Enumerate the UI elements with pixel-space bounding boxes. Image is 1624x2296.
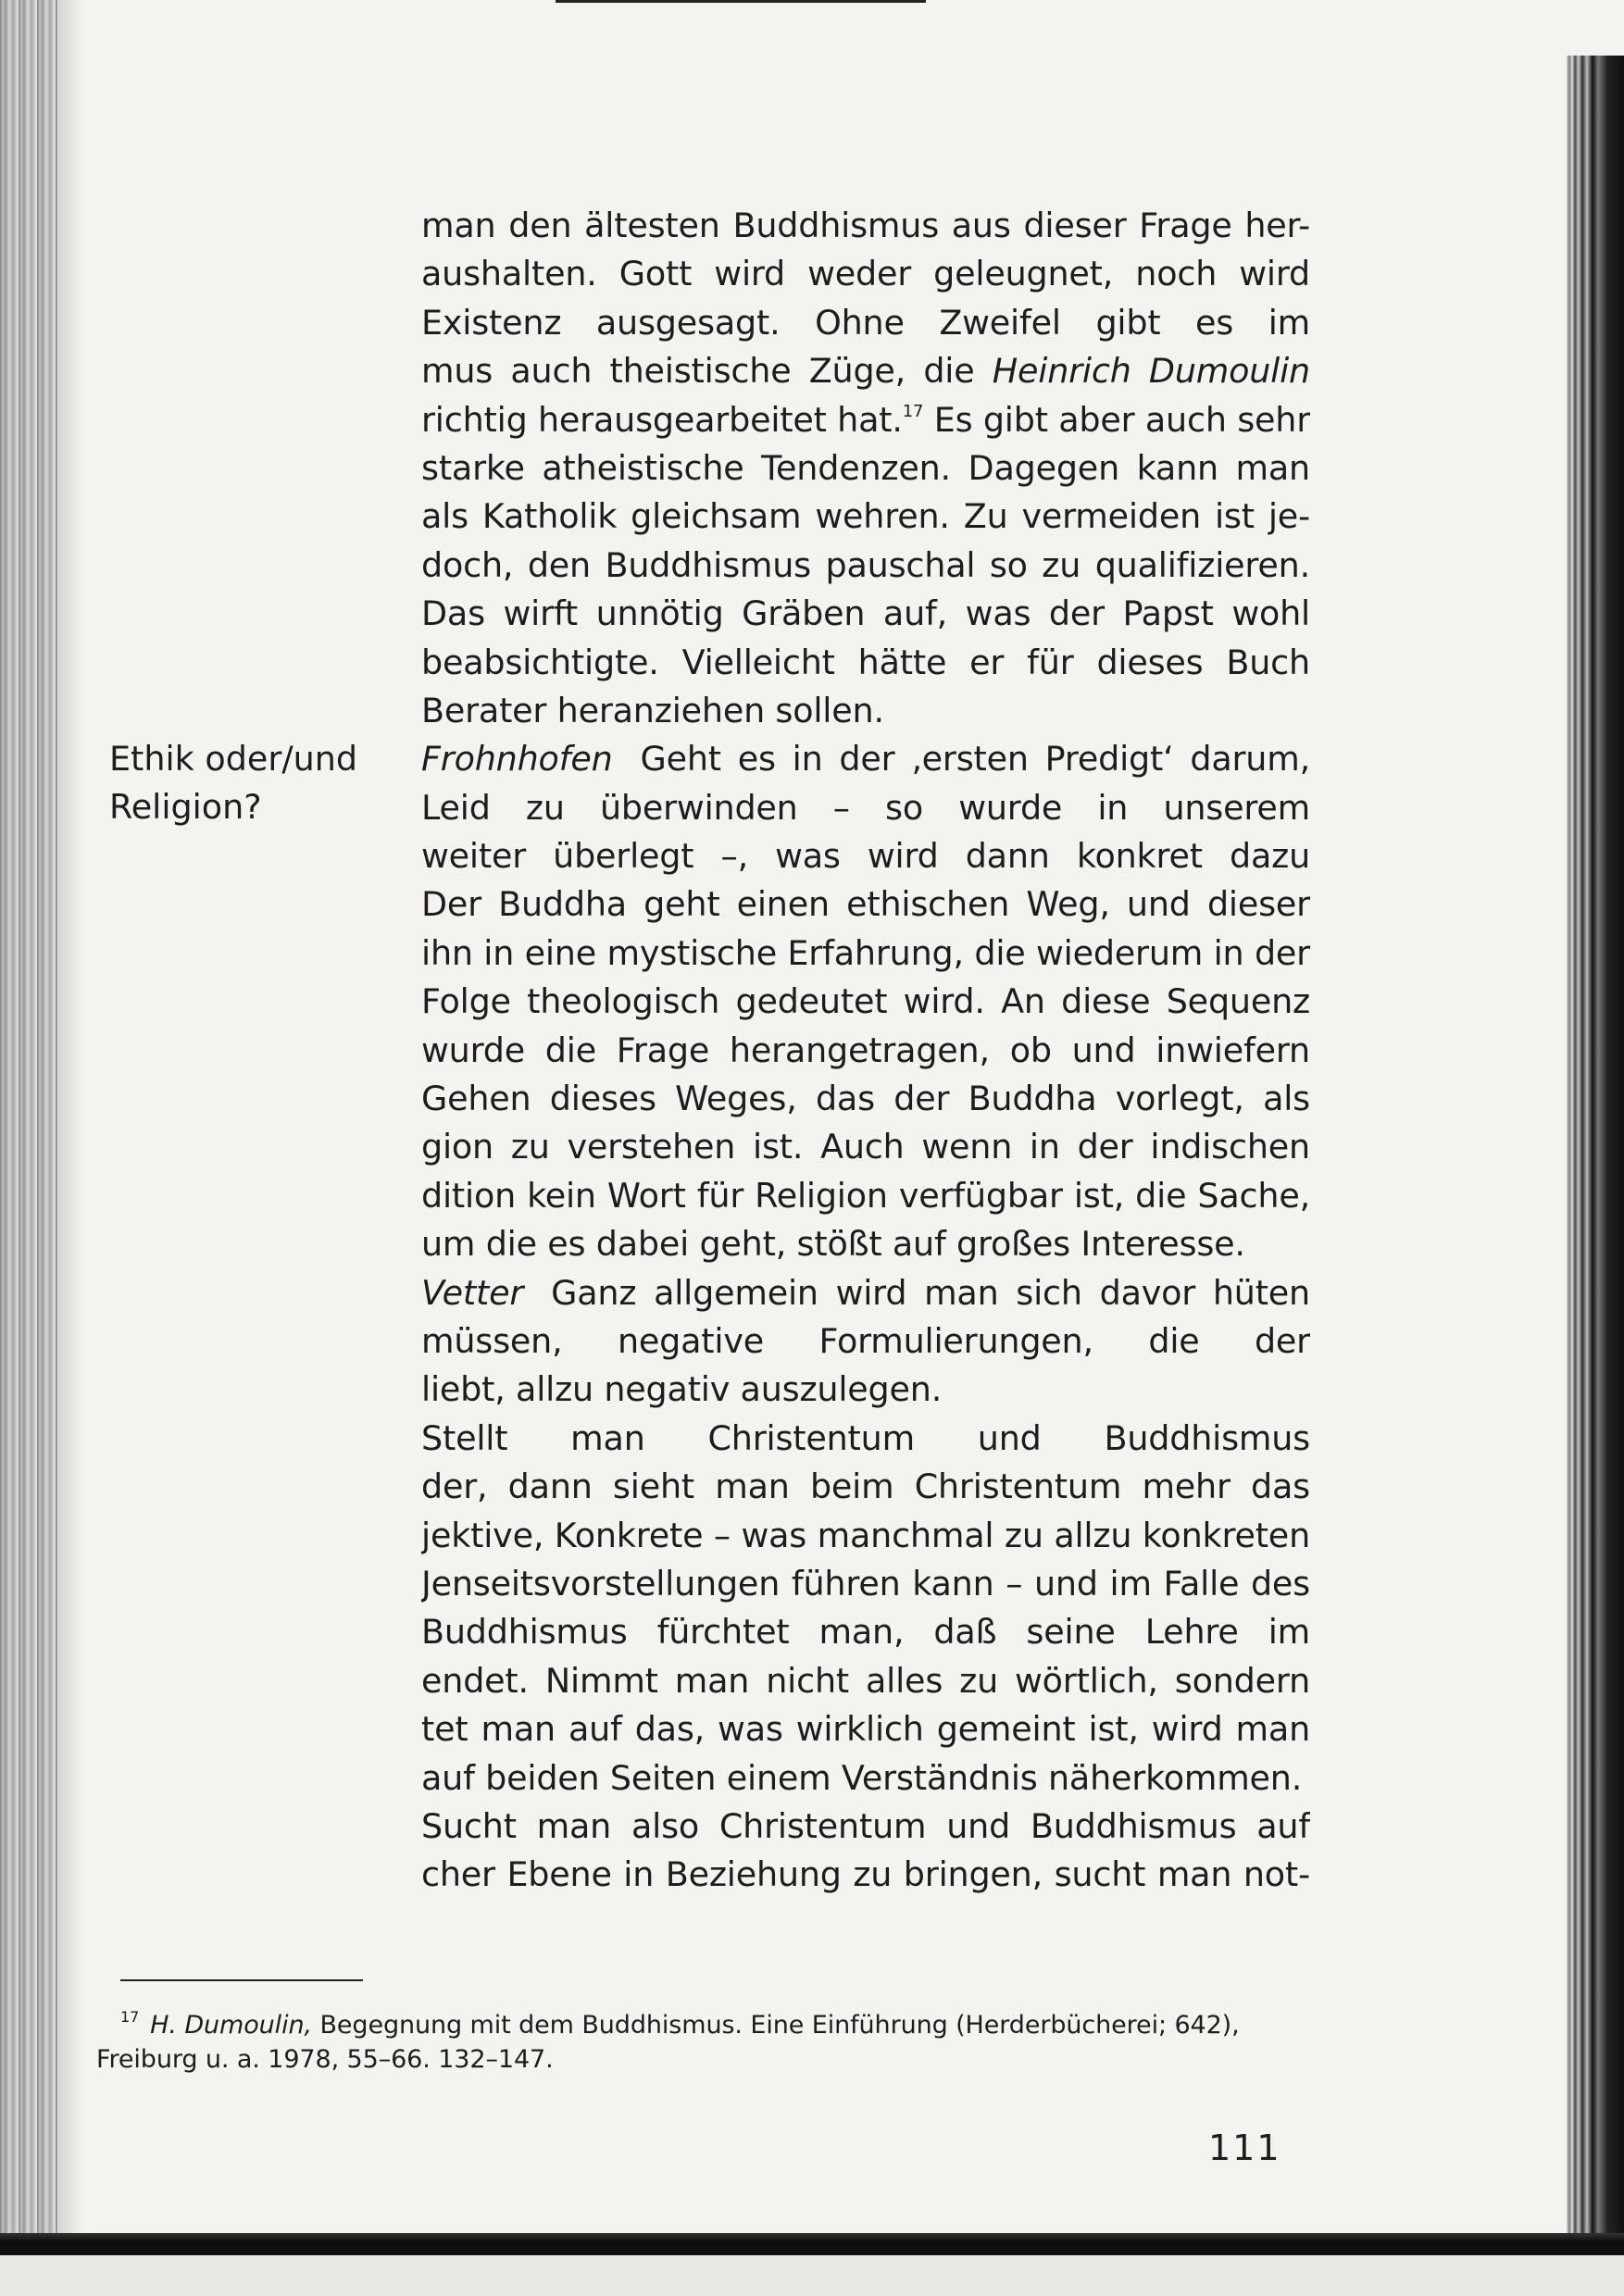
scan-margin-bottom (0, 2255, 1624, 2296)
text-line: weiter überlegt –, was wird dann konkret dazu (421, 836, 1310, 877)
text-line: tet man auf das, was wirklich gemeint ist, wird man (421, 1709, 1310, 1750)
main-text (421, 202, 1310, 1900)
footnote-line (96, 2000, 1311, 2042)
text-line: Folge theologisch gedeutet wird. An diese Sequenz (421, 981, 1310, 1022)
margin-note-line: Religion? (109, 787, 262, 828)
text-line: Sucht man also Christentum und Buddhismus auf (421, 1805, 1310, 1846)
text-segment: richtig herausgearbeitet hat. (421, 399, 903, 440)
text-line: Berater heranziehen sollen. (421, 690, 884, 730)
text-line: Existenz ausgesagt. Ohne Zweifel gibt es im (421, 302, 1310, 343)
text-line (421, 1269, 1310, 1317)
footnote-author: H. Dumoulin, (150, 2011, 312, 2040)
text-line: Stellt man Christentum und Buddhismus (421, 1417, 1310, 1458)
text-segment: Es gibt aber auch sehr (923, 399, 1310, 440)
text-line: Das wirft unnötig Gräben auf, was der Papst wohl (421, 593, 1310, 634)
text-line: jektive, Konkrete – was manchmal zu allzu konkreten (421, 1515, 1310, 1555)
text-segment: Geht es in der ‚ersten Predigt‘ darum, (640, 739, 1310, 780)
text-line: cher Ebene in Beziehung zu bringen, sucht man not- (421, 1854, 1310, 1895)
page-number: 111 (1208, 2128, 1281, 2168)
text-line: man den ältesten Buddhismus aus dieser Frage her- (421, 206, 1310, 245)
text-line (421, 396, 1310, 444)
text-line: auf beiden Seiten einem Verständnis näherkommen. (421, 1757, 1303, 1798)
text-line: starke atheistische Tendenzen. Dagegen kann man (421, 447, 1310, 488)
text-line: doch, den Buddhismus pauschal so zu qualifizieren. (421, 544, 1310, 585)
text-line: endet. Nimmt man nicht alles zu wörtlich, sondern (421, 1660, 1310, 1701)
scan-shadow-left (0, 0, 57, 2296)
margin-note-line: Ethik oder/und (109, 739, 358, 779)
scan-edge-bottom (0, 2233, 1624, 2255)
text-line: ihn in eine mystische Erfahrung, die wiederum in der (421, 932, 1310, 973)
text-line: als Katholik gleichsam wehren. Zu vermeiden ist je- (421, 496, 1310, 537)
text-line: um die es dabei geht, stößt auf großes Interesse. (421, 1224, 1245, 1265)
text-line: aushalten. Gott wird weder geleugnet, noch wird (421, 254, 1310, 294)
footnote (96, 2000, 1311, 2077)
footnote-line: Freiburg u. a. 1978, 55–66. 132–147. (96, 2045, 554, 2074)
text-line: müssen, negative Formulierungen, die der (421, 1320, 1310, 1361)
top-rule (556, 0, 926, 3)
text-line: Jenseitsvorstellungen führen kann – und im Falle des (421, 1563, 1310, 1603)
footnote-reference: 17 (902, 401, 924, 421)
footnote-rule (120, 1979, 363, 1981)
author-name: Heinrich Dumoulin (992, 351, 1310, 392)
text-line (421, 735, 1310, 783)
text-line: Buddhismus fürchtet man, daß seine Lehre im (421, 1612, 1310, 1653)
text-line: beabsichtigte. Vielleicht hätte er für dieses Buch (421, 642, 1310, 682)
footnote-title: Begegnung mit dem Buddhismus. Eine Einführung (Herderbücherei; 642), (311, 2011, 1240, 2040)
text-line: gion zu verstehen ist. Auch wenn in der indischen (421, 1127, 1310, 1167)
text-line: der, dann sieht man beim Christentum mehr das (421, 1466, 1310, 1507)
scan-shadow-right (1567, 56, 1624, 2259)
speaker-name: Frohnhofen (421, 739, 613, 780)
text-line: Leid zu überwinden – so wurde in unserem (421, 787, 1310, 828)
text-line: Der Buddha geht einen ethischen Weg, und dieser (421, 884, 1310, 925)
text-line (421, 347, 1310, 395)
text-line: dition kein Wort für Religion verfügbar ist, die Sache, (421, 1175, 1310, 1216)
margin-note (109, 735, 387, 832)
speaker-name: Vetter (421, 1272, 524, 1313)
text-segment: Ganz allgemein wird man sich davor hüten (551, 1272, 1310, 1313)
text-segment: mus auch theistische Züge, die (421, 351, 975, 392)
text-line: liebt, allzu negativ auszulegen. (421, 1369, 943, 1410)
footnote-mark: 17 (120, 2008, 140, 2026)
text-line: Gehen dieses Weges, das der Buddha vorlegt, als (421, 1079, 1310, 1119)
text-line: wurde die Frage herangetragen, ob und inwiefern (421, 1029, 1310, 1070)
